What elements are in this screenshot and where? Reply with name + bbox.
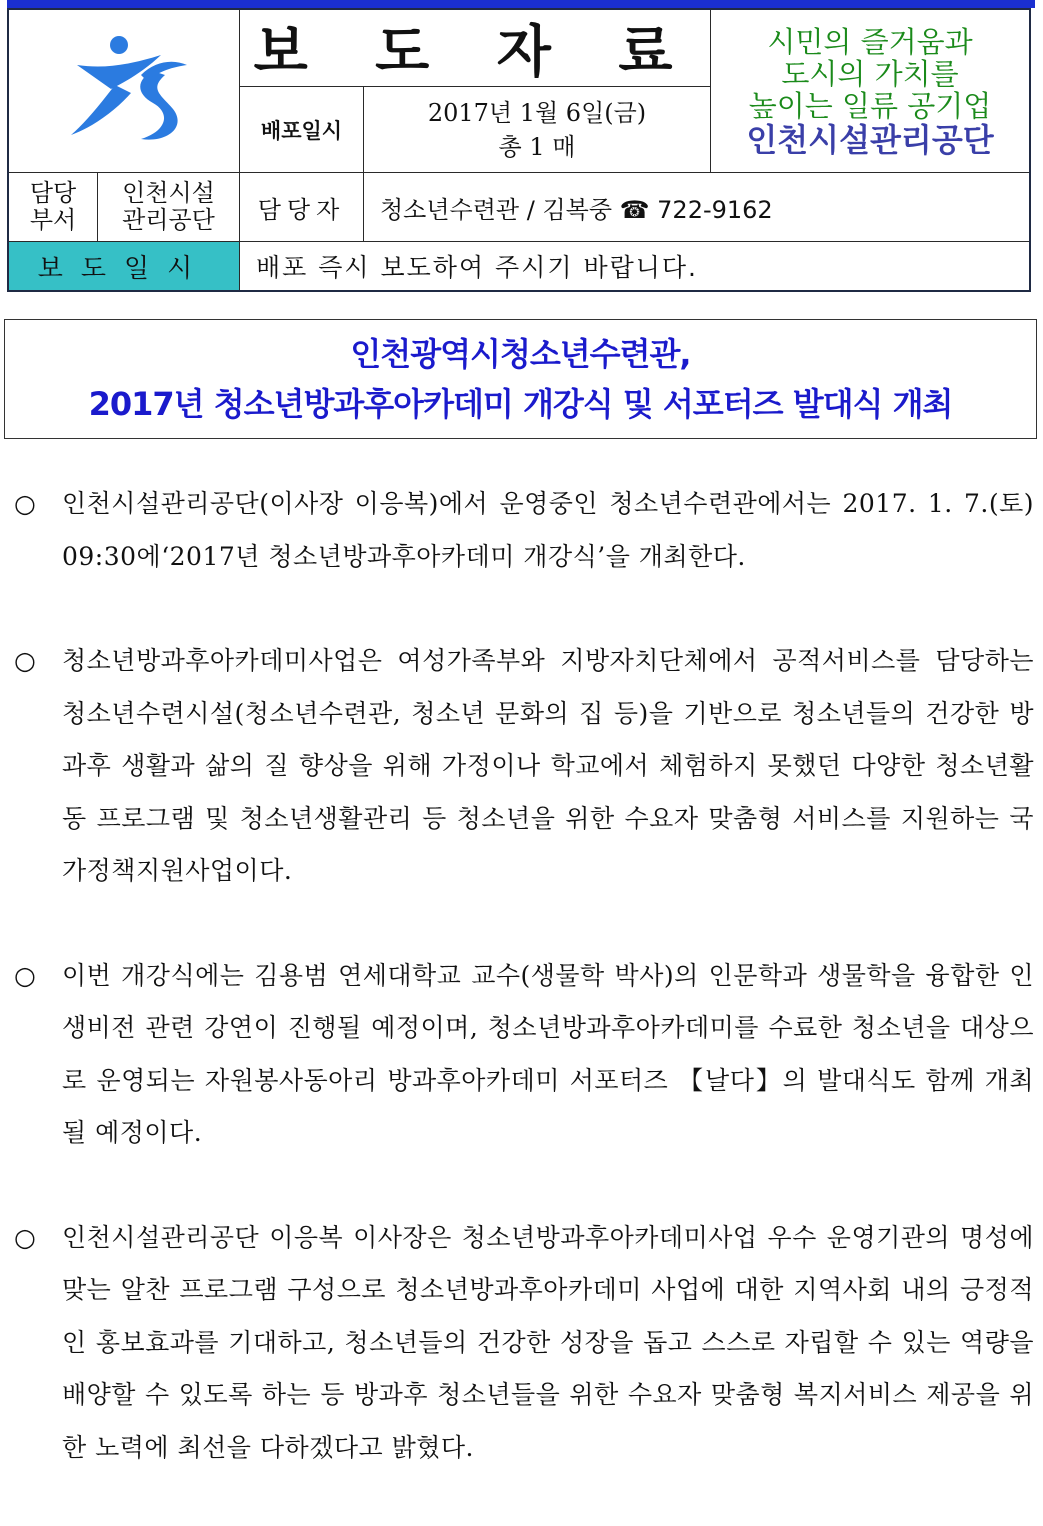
distribution-pages: 총 1 매: [498, 132, 576, 161]
headline-line-2: 2017년 청소년방과후아카데미 개강식 및 서포터즈 발대식 개최: [88, 385, 953, 423]
bullet-circle-icon: ○: [14, 646, 37, 675]
paragraph-text: 인천시설관리공단 이응복 이사장은 청소년방과후아카데미사업 우수 운영기관의 명성에 맞는 알찬 프로그램 구성으로 청소년방과후아카데미 사업에 대한 지역사회 내의 긍정적인 홍보효과를 기대하고, 청소년들의 건강한 성장을 돕고 스스로 자립할 수 있는 역량을 배양할 수 있도록 하는 등 방과후 청소년들을 위한 수요자 맞춤형 복지서비스 제공을 위한 노력에 최선을 다하겠다고 밝혔다.: [62, 1222, 1034, 1462]
document-title: 보 도 자 료: [253, 20, 697, 85]
organization-name: 인천시설관리공단: [746, 121, 994, 159]
article-body: [14, 478, 1034, 1526]
top-accent-bar: [7, 0, 1035, 8]
department-label-line: 부서: [29, 206, 77, 234]
contact-person-value: 청소년수련관 / 김복중 ☎ 722-9162: [380, 195, 773, 224]
department-value-line: 관리공단: [122, 206, 215, 234]
slogan-line: 시민의 즐거움과: [767, 25, 973, 59]
bullet-circle-icon: ○: [14, 489, 37, 518]
paragraph: [14, 635, 1034, 898]
department-value-line: 인천시설: [122, 179, 215, 207]
bullet-circle-icon: ○: [14, 1222, 37, 1252]
distribution-date-label: 배포일시: [260, 118, 343, 143]
slogan-line: 도시의 가치를: [781, 57, 959, 91]
paragraph-text: 청소년방과후아카데미사업은 여성가족부와 지방자치단체에서 공적서비스를 담당하는 청소년수련시설(청소년수련관, 청소년 문화의 집 등)을 기반으로 청소년들의 건강한 방과후 생활과 삶의 질 향상을 위해 가정이나 학교에서 체험하지 못했던 다양한 청소년활동 프로그램 및 청소년생활관리 등 청소년을 위한 수요자 맞춤형 서비스를 지원하는 국가정책지원사업이다.: [62, 646, 1034, 885]
press-release-header-table: [7, 8, 1031, 292]
department-label: [9, 173, 97, 241]
bullet-circle-icon: ○: [14, 960, 37, 990]
paragraph: [14, 478, 1034, 583]
paragraph: [14, 950, 1034, 1160]
paragraph: [14, 1212, 1034, 1475]
department-label-line: 담당: [29, 179, 77, 207]
distribution-date-value: [364, 87, 710, 172]
distribution-date: 2017년 1월 6일(금): [427, 98, 647, 127]
logo-emblem-icon: [49, 31, 199, 151]
release-time-value: 배포 즉시 보도하여 주시기 바랍니다.: [256, 253, 698, 282]
paragraph-text: 이번 개강식에는 김용범 연세대학교 교수(생물학 박사)의 인문학과 생물학을 융합한 인생비전 관련 강연이 진행될 예정이며, 청소년방과후아카데미를 수료한 청소년을 대상으로 운영되는 자원봉사동아리 방과후아카데미 서포터즈 【날다】의 발대식도 함께 개최될 예정이다.: [62, 960, 1034, 1147]
paragraph-text: 인천시설관리공단(이사장 이응복)에서 운영중인 청소년수련관에서는 2017. 1. 7.(토) 09:30에‘2017년 청소년방과후아카데미 개강식’을 개최한다.: [62, 489, 1034, 571]
department-value: [98, 173, 239, 241]
headline-line-1: 인천광역시청소년수련관,: [350, 335, 691, 373]
organization-logo: [9, 10, 239, 172]
organization-slogan: [711, 10, 1029, 172]
slogan-line: 높이는 일류 공기업: [748, 89, 992, 123]
headline-box: [4, 319, 1037, 439]
release-time-label: 보도일시: [9, 242, 239, 290]
contact-person-label: 담당자: [257, 195, 346, 224]
